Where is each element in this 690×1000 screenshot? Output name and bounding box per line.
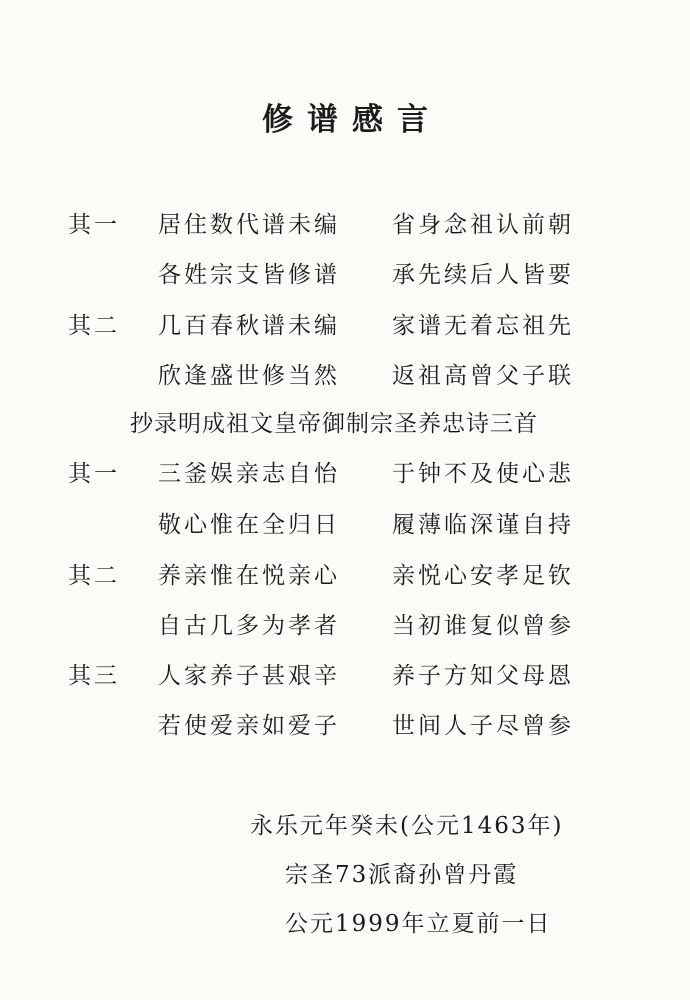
verse-label: 其三 <box>68 663 120 689</box>
verse-line: 亲悦心安孝足钦 <box>392 563 574 589</box>
section-heading: 抄录明成祖文皇帝御制宗圣养忠诗三首 <box>130 411 538 437</box>
verse-label: 其二 <box>68 313 120 339</box>
verse-line: 承先续后人皆要 <box>392 262 574 288</box>
verse-line: 世间人子尽曾参 <box>392 713 574 739</box>
document-title: 修谱感言 <box>262 102 442 138</box>
verse-line: 居住数代谱未编 <box>158 212 340 238</box>
verse-line: 家谱无着忘祖先 <box>392 313 574 339</box>
verse-line: 若使爱亲如爱子 <box>158 713 340 739</box>
verse-line: 人家养子甚艰辛 <box>158 663 340 689</box>
verse-line: 各姓宗支皆修谱 <box>158 262 340 288</box>
verse-line: 当初谁复似曾参 <box>392 613 574 639</box>
verse-line: 敬心惟在全归日 <box>158 512 340 538</box>
verse-label: 其一 <box>68 212 120 238</box>
footer-date-line: 永乐元年癸未(公元1463年) <box>250 813 564 839</box>
verse-line: 养子方知父母恩 <box>392 663 574 689</box>
verse-line: 自古几多为孝者 <box>158 613 340 639</box>
verse-label: 其一 <box>68 461 120 487</box>
verse-line: 三釜娱亲志自怡 <box>158 461 340 487</box>
verse-line: 几百春秋谱未编 <box>158 313 340 339</box>
verse-label: 其二 <box>68 563 120 589</box>
verse-line: 履薄临深谨自持 <box>392 512 574 538</box>
verse-line: 省身念祖认前朝 <box>392 212 574 238</box>
verse-line: 欣逢盛世修当然 <box>158 363 340 389</box>
verse-line: 返祖高曾父子联 <box>392 363 574 389</box>
footer-written-date: 公元1999年立夏前一日 <box>285 911 552 937</box>
footer-author-line: 宗圣73派裔孙曾丹霞 <box>285 862 519 888</box>
verse-line: 于钟不及使心悲 <box>392 461 574 487</box>
verse-line: 养亲惟在悦亲心 <box>158 563 340 589</box>
